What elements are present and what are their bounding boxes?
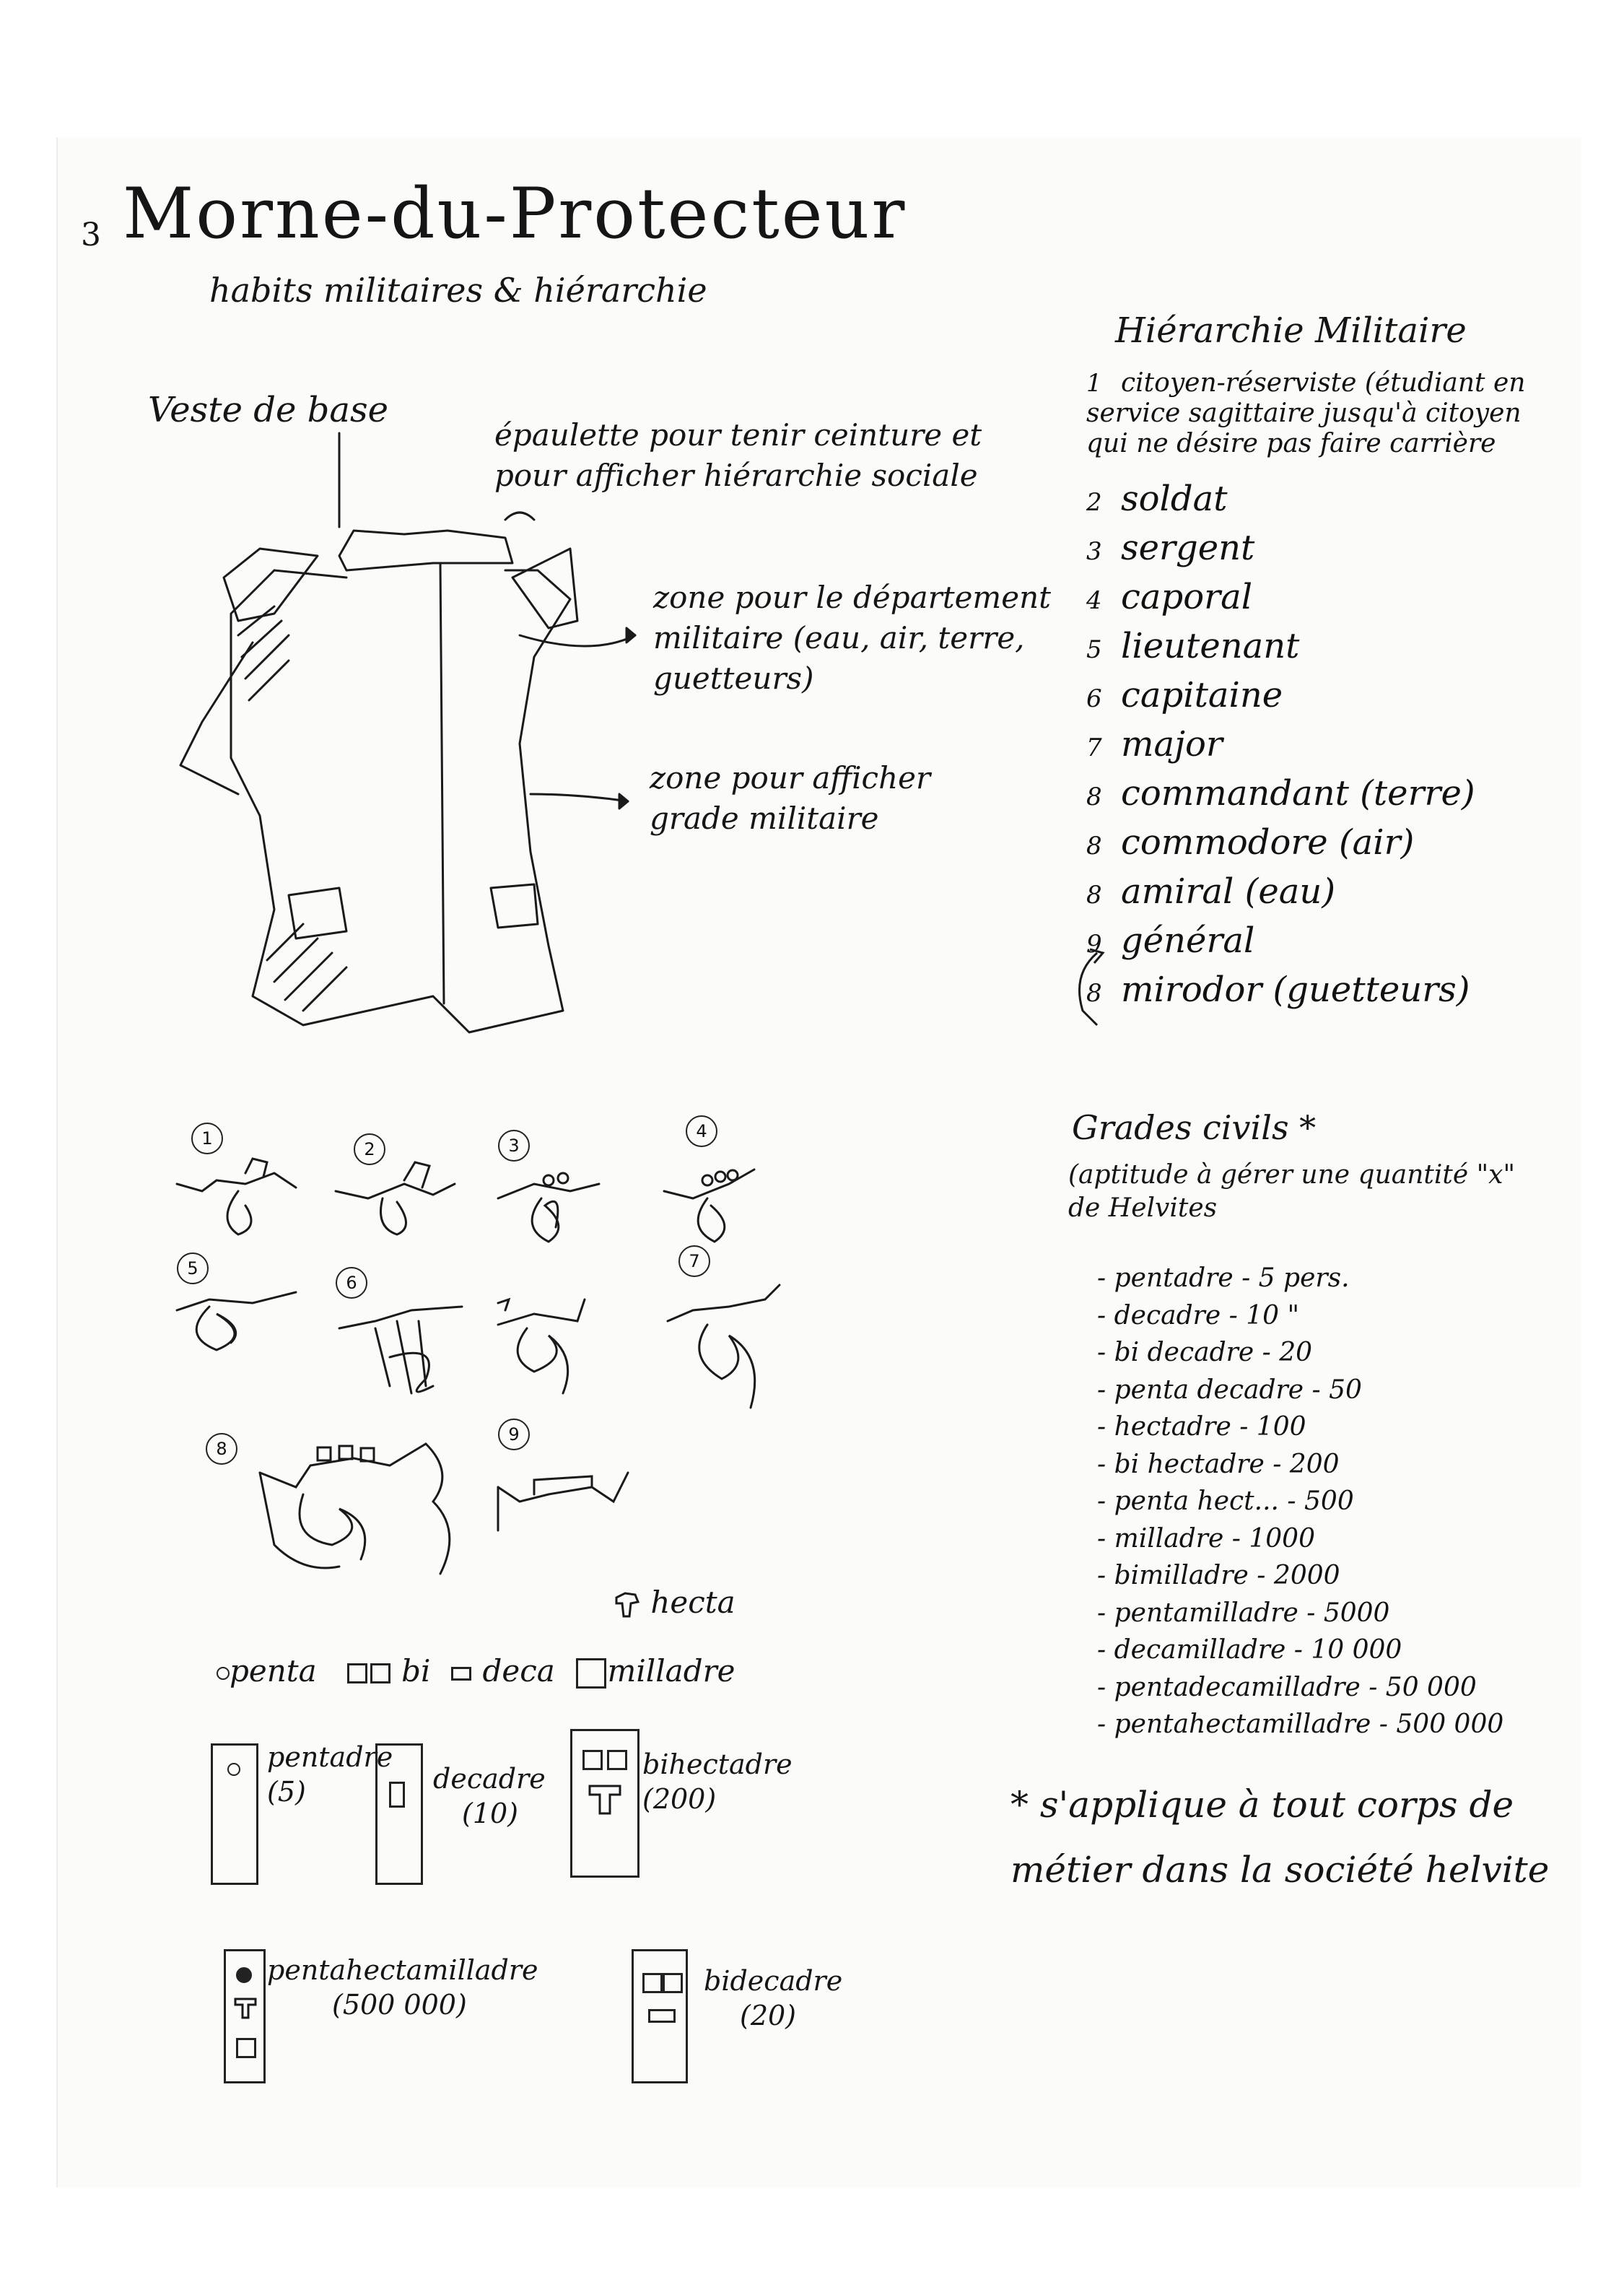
insignia-3: [498, 1173, 599, 1242]
page-number: 3: [81, 217, 102, 253]
penta-symbol-icon: [217, 1667, 230, 1680]
page-title: Morne-du-Protecteur: [123, 173, 907, 254]
hierarchy-item: 8 amiral (eau): [1086, 871, 1336, 912]
insignia-5: [177, 1292, 296, 1350]
civil-grade-item: - bimilladre - 2000: [1097, 1561, 1340, 1590]
insignia-4: [664, 1169, 754, 1242]
hierarchy-item: 2 soldat: [1086, 479, 1228, 519]
civil-grade-item: - hectadre - 100: [1097, 1412, 1306, 1442]
hierarchy-title: Hiérarchie Militaire: [1115, 310, 1467, 351]
symbol-legend: penta bi deca milladre: [217, 1653, 735, 1689]
insignia-number: 5: [177, 1253, 209, 1284]
deca-symbol-icon: [451, 1667, 471, 1681]
insignia-number: 9: [498, 1419, 530, 1450]
annotation-epaulette: épaulette pour tenir ceinture et pour afficher hiérarchie sociale: [494, 417, 982, 493]
insignia-2: [336, 1162, 455, 1234]
badge-label: decadre (10): [433, 1763, 546, 1829]
insignia-number: 8: [206, 1433, 237, 1465]
hierarchy-item: 6 capitaine: [1086, 675, 1283, 715]
hecta-symbol-icon: [614, 1590, 641, 1619]
badge-bidecadre: [632, 1949, 688, 2083]
civil-grade-item: - pentadecamilladre - 50 000: [1097, 1672, 1477, 1702]
civil-grade-item: - pentahectamilladre - 500 000: [1097, 1709, 1504, 1739]
civil-grade-item: - penta hect... - 500: [1097, 1486, 1354, 1516]
badge-decadre: [375, 1743, 423, 1885]
hierarchy-item: 5 lieutenant: [1086, 626, 1300, 666]
insignia-6: [339, 1299, 585, 1393]
badge-bihectadre: [570, 1729, 639, 1878]
insignia-9: [498, 1473, 628, 1530]
hierarchy-item: 3 sergent: [1086, 528, 1255, 568]
civil-grade-item: - penta decadre - 50: [1097, 1375, 1362, 1405]
civil-grades-note: * s'applique à tout corps de métier dans la société helvite: [1010, 1784, 1550, 1891]
hierarchy-item: 8 commodore (air): [1086, 822, 1415, 863]
civil-grade-item: - decamilladre - 10 000: [1097, 1635, 1402, 1665]
civil-grade-item: - milladre - 1000: [1097, 1523, 1315, 1554]
badge-label: bidecadre (20): [704, 1965, 843, 2031]
insignia-1: [177, 1159, 296, 1234]
insignia-7: [668, 1285, 780, 1408]
insignia-number: 2: [354, 1133, 385, 1165]
annotation-grade: zone pour afficher grade militaire: [650, 760, 931, 836]
legend-hecta: hecta: [614, 1585, 735, 1620]
page-subtitle: habits militaires & hiérarchie: [209, 271, 707, 310]
civil-grades-title: Grades civils *: [1072, 1108, 1317, 1147]
civil-grades-list: [1097, 1260, 1503, 1743]
badge-label: bihectadre (200): [642, 1748, 793, 1815]
milladre-symbol-icon: [576, 1658, 606, 1689]
badge-label: pentahectamilladre (500 000): [267, 1954, 538, 2021]
civil-grade-item: - bi decadre - 20: [1097, 1338, 1313, 1367]
badge-pentahectamilladre: [224, 1949, 266, 2083]
civil-grade-item: - bi hectadre - 200: [1097, 1449, 1340, 1479]
insignia-8: [260, 1444, 450, 1574]
badge-pentadre: [211, 1743, 258, 1885]
hierarchy-item: 8 commandant (terre): [1086, 773, 1475, 814]
insignia-number: 7: [678, 1245, 710, 1277]
insignia-number: 3: [498, 1130, 530, 1162]
annotation-department: zone pour le département militaire (eau, air, terre, guetteurs): [653, 580, 1052, 696]
insignia-number: 4: [686, 1115, 717, 1147]
hierarchy-item: 4 caporal: [1086, 577, 1253, 617]
hierarchy-item: 1 citoyen-réserviste (étudiant en service sagittaire jusqu'à citoyen qui ne désire pas faire carrière: [1086, 368, 1526, 458]
bi-symbol-icon: [347, 1663, 367, 1683]
hierarchy-item: 7 major: [1086, 724, 1223, 764]
insignia-number: 1: [191, 1123, 223, 1154]
civil-grade-item: - decadre - 10 ": [1097, 1300, 1300, 1330]
civil-grade-item: - pentamilladre - 5000: [1097, 1598, 1390, 1628]
insignia-number: 6: [336, 1267, 367, 1299]
civil-grades-intro: (aptitude à gérer une quantité "x" de Helvites: [1068, 1160, 1516, 1223]
vest-label: Veste de base: [148, 390, 389, 430]
hierarchy-item: 9 général: [1086, 920, 1255, 961]
civil-grade-item: - pentadre - 5 pers.: [1097, 1263, 1350, 1293]
badge-label: pentadre (5): [267, 1741, 393, 1808]
hierarchy-item: 8 mirodor (guetteurs): [1086, 970, 1470, 1010]
